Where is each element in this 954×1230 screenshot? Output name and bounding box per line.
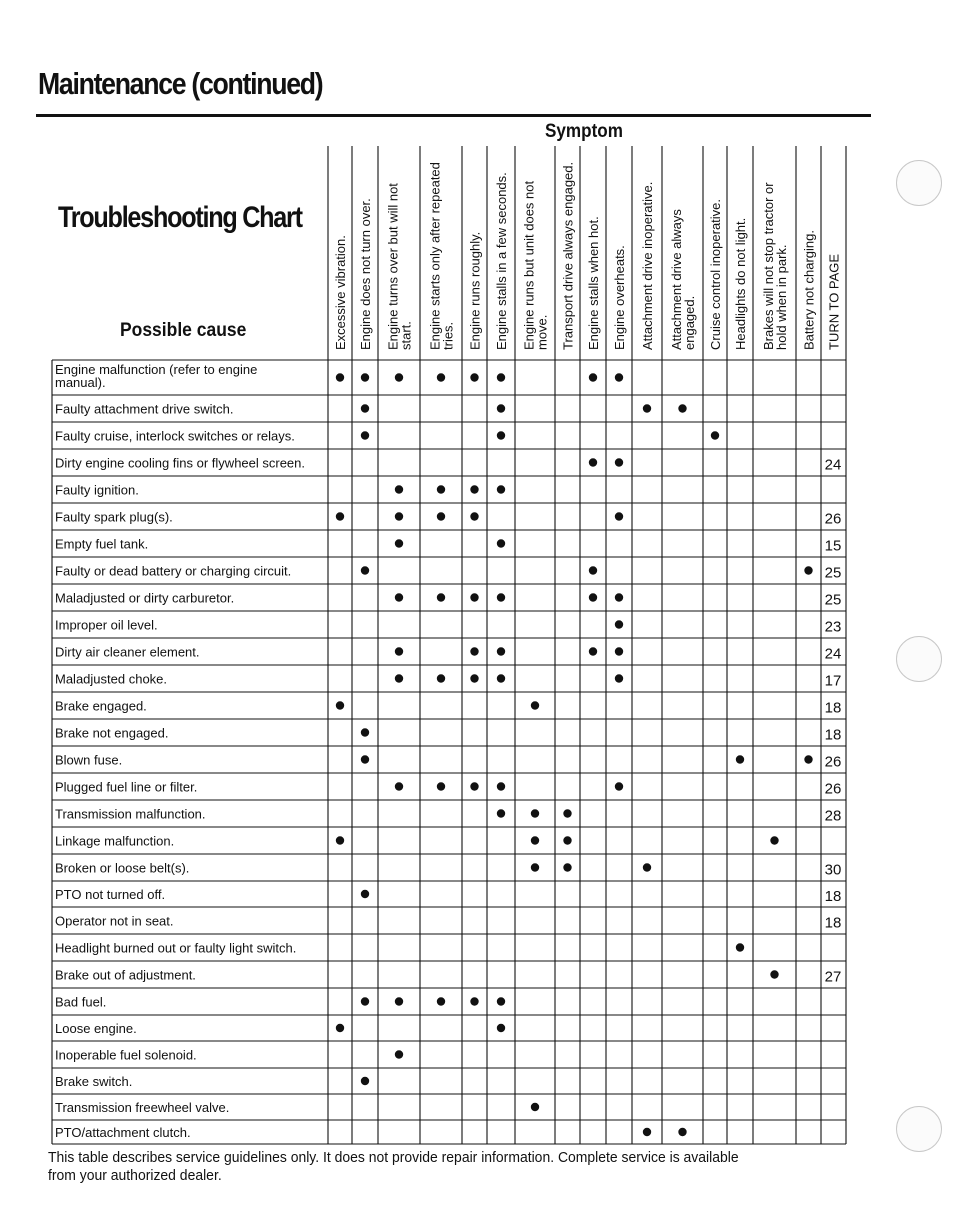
symptom-dot: [770, 836, 778, 844]
symptom-dot: [770, 970, 778, 978]
symptom-dot: [395, 997, 403, 1005]
page-number: 18: [824, 914, 842, 932]
symptom-dot: [804, 566, 812, 574]
symptom-dot: [736, 943, 744, 951]
symptom-dot: [437, 674, 445, 682]
page-number: 24: [824, 456, 842, 474]
symptom-header: Brakes will not stop tractor or: [761, 182, 776, 350]
symptom-dot: [361, 997, 369, 1005]
symptom-dot: [497, 593, 505, 601]
symptom-dot: [361, 373, 369, 381]
symptom-dot: [497, 674, 505, 682]
cause-label: Faulty ignition.: [55, 482, 139, 498]
symptom-dot: [395, 1050, 403, 1058]
symptom-dot: [589, 458, 597, 466]
symptom-dot: [470, 593, 478, 601]
symptom-dot: [643, 863, 651, 871]
symptom-dot: [361, 404, 369, 412]
cause-label: PTO/attachment clutch.: [55, 1125, 191, 1140]
symptom-dot: [497, 373, 505, 381]
page-number: 18: [824, 699, 842, 717]
symptom-header: move.: [534, 314, 550, 350]
symptom-dot: [531, 809, 539, 817]
symptom-header: Attachment drive always: [669, 209, 684, 350]
symptom-header: start.: [398, 321, 414, 350]
cause-label: Brake out of adjustment.: [55, 967, 196, 983]
symptom-dot: [678, 404, 686, 412]
cause-label: Transmission freewheel valve.: [55, 1100, 230, 1115]
symptom-dot: [437, 512, 445, 520]
symptom-dot: [497, 809, 505, 817]
cause-label: Maladjusted choke.: [55, 671, 168, 687]
page-number: 18: [824, 888, 842, 905]
symptom-dot: [395, 674, 403, 682]
symptom-dot: [437, 593, 445, 601]
symptom-dot: [563, 809, 571, 817]
cause-label: Transmission malfunction.: [55, 806, 206, 822]
page-number: 18: [824, 726, 842, 744]
symptom-dot: [615, 782, 623, 790]
symptom-dot: [437, 782, 445, 790]
symptom-header: TURN TO PAGE: [826, 253, 842, 350]
page-number: 15: [824, 537, 842, 555]
symptom-dot: [615, 647, 623, 655]
symptom-header: tries.: [440, 321, 456, 350]
symptom-dot: [395, 512, 403, 520]
symptom-dot: [361, 1077, 369, 1085]
page-number: 25: [824, 564, 842, 582]
symptom-dot: [395, 782, 403, 790]
symptom-dot: [470, 485, 478, 493]
symptom-dot: [615, 458, 623, 466]
symptom-dot: [497, 404, 505, 412]
symptom-header: hold when in park.: [774, 244, 789, 350]
symptom-dot: [711, 431, 719, 439]
page-number: 26: [824, 510, 842, 528]
symptom-dot: [361, 431, 369, 439]
symptom-header: Excessive vibration.: [333, 235, 348, 350]
symptom-dot: [336, 1024, 344, 1032]
cause-label: Empty fuel tank.: [55, 536, 149, 552]
symptom-dot: [563, 863, 571, 871]
symptom-header: Engine starts only after repeated: [427, 162, 443, 350]
symptom-dot: [470, 674, 478, 682]
symptom-header: engaged.: [682, 295, 697, 350]
symptom-header: Transport drive always engaged.: [560, 161, 576, 350]
cause-label: manual).: [55, 375, 106, 390]
symptom-dot: [437, 485, 445, 493]
symptom-dot: [395, 647, 403, 655]
symptom-dot: [589, 647, 597, 655]
symptom-dot: [497, 485, 505, 493]
symptom-dot: [563, 836, 571, 844]
symptom-dot: [615, 674, 623, 682]
symptom-dot: [395, 373, 403, 381]
symptom-dot: [336, 512, 344, 520]
symptom-dot: [437, 373, 445, 381]
symptom-dot: [531, 701, 539, 709]
symptom-dot: [395, 593, 403, 601]
symptom-dot: [497, 431, 505, 439]
symptom-dot: [361, 728, 369, 736]
symptom-dot: [470, 647, 478, 655]
symptom-dot: [497, 539, 505, 547]
cause-label: Faulty cruise, interlock switches or relays.: [55, 428, 295, 444]
page-title: Maintenance (continued): [38, 66, 323, 101]
symptom-dot: [497, 782, 505, 790]
page-number: 24: [824, 645, 842, 663]
symptom-dot: [336, 701, 344, 709]
symptom-dot: [336, 373, 344, 381]
cause-label: PTO not turned off.: [55, 887, 166, 902]
cause-label: Bad fuel.: [55, 994, 107, 1010]
cause-label: Plugged fuel line or filter.: [55, 779, 198, 795]
symptom-dot: [678, 1128, 686, 1136]
symptom-dot: [589, 373, 597, 381]
symptom-dot: [643, 1128, 651, 1136]
symptom-header: Headlights do not light.: [733, 217, 748, 350]
cause-label: Faulty spark plug(s).: [55, 509, 173, 525]
symptom-dot: [361, 755, 369, 763]
symptom-dot: [470, 997, 478, 1005]
symptom-dot: [736, 755, 744, 763]
symptom-header: Engine stalls in a few seconds.: [494, 172, 509, 350]
symptom-header: Engine runs roughly.: [467, 231, 483, 350]
cause-label: Dirty air cleaner element.: [55, 644, 200, 660]
cause-label: Headlight burned out or faulty light switch.: [55, 940, 297, 956]
symptom-dot: [437, 997, 445, 1005]
symptom-dot: [497, 647, 505, 655]
page-number: 28: [824, 807, 842, 825]
cause-label: Brake switch.: [55, 1074, 133, 1089]
cause-label: Operator not in seat.: [55, 913, 174, 929]
symptom-dot: [531, 836, 539, 844]
cause-label: Brake not engaged.: [55, 725, 169, 741]
symptom-dot: [615, 512, 623, 520]
page-number: 25: [824, 591, 842, 609]
symptom-dot: [336, 836, 344, 844]
symptom-header: Engine stalls when hot.: [586, 216, 601, 350]
symptom-dot: [615, 620, 623, 628]
symptom-header: Engine runs but unit does not: [521, 180, 537, 350]
cause-label: Loose engine.: [55, 1021, 137, 1036]
symptom-dot: [470, 512, 478, 520]
cause-label: Engine malfunction (refer to engine: [55, 362, 258, 377]
cause-label: Dirty engine cooling fins or flywheel screen.: [55, 455, 306, 471]
symptom-dot: [589, 593, 597, 601]
cause-label: Improper oil level.: [55, 617, 158, 633]
cause-label: Linkage malfunction.: [55, 833, 175, 849]
symptom-dot: [589, 566, 597, 574]
chart-title: Troubleshooting Chart: [58, 201, 302, 234]
symptom-header: Cruise control inoperative.: [708, 198, 723, 350]
symptom-dot: [497, 997, 505, 1005]
cause-label: Maladjusted or dirty carburetor.: [55, 590, 235, 606]
footer-note: This table describes service guidelines only. It does not provide repair information. Complete service is available from your authorized dealer.: [48, 1149, 739, 1184]
symptom-dot: [361, 566, 369, 574]
page-number: 23: [824, 618, 842, 636]
symptom-header: Engine turns over but will not: [385, 183, 401, 350]
cause-label: Inoperable fuel solenoid.: [55, 1047, 197, 1063]
symptom-dot: [531, 863, 539, 871]
symptom-dot: [643, 404, 651, 412]
page-number: 27: [824, 968, 842, 986]
symptom-dot: [361, 890, 369, 898]
symptom-dot: [615, 593, 623, 601]
page-number: 17: [824, 672, 842, 690]
possible-cause-heading: Possible cause: [120, 320, 247, 341]
symptom-dot: [531, 1103, 539, 1111]
symptom-header: Engine does not turn over.: [358, 198, 373, 350]
symptom-dot: [804, 755, 812, 763]
symptom-heading: Symptom: [545, 121, 623, 142]
symptom-header: Attachment drive inoperative.: [640, 181, 655, 350]
symptom-dot: [497, 1024, 505, 1032]
cause-label: Faulty attachment drive switch.: [55, 401, 234, 417]
page-number: 30: [824, 861, 842, 879]
cause-label: Blown fuse.: [55, 752, 123, 768]
symptom-header: Battery not charging.: [801, 230, 817, 350]
symptom-dot: [395, 539, 403, 547]
cause-label: Brake engaged.: [55, 698, 147, 714]
symptom-header: Engine overheats.: [612, 245, 627, 350]
cause-label: Broken or loose belt(s).: [55, 860, 190, 876]
cause-label: Faulty or dead battery or charging circuit.: [55, 563, 292, 579]
symptom-dot: [470, 782, 478, 790]
symptom-dot: [615, 373, 623, 381]
page-number: 26: [824, 780, 842, 798]
symptom-dot: [470, 373, 478, 381]
page-number: 26: [824, 753, 842, 771]
symptom-dot: [395, 485, 403, 493]
